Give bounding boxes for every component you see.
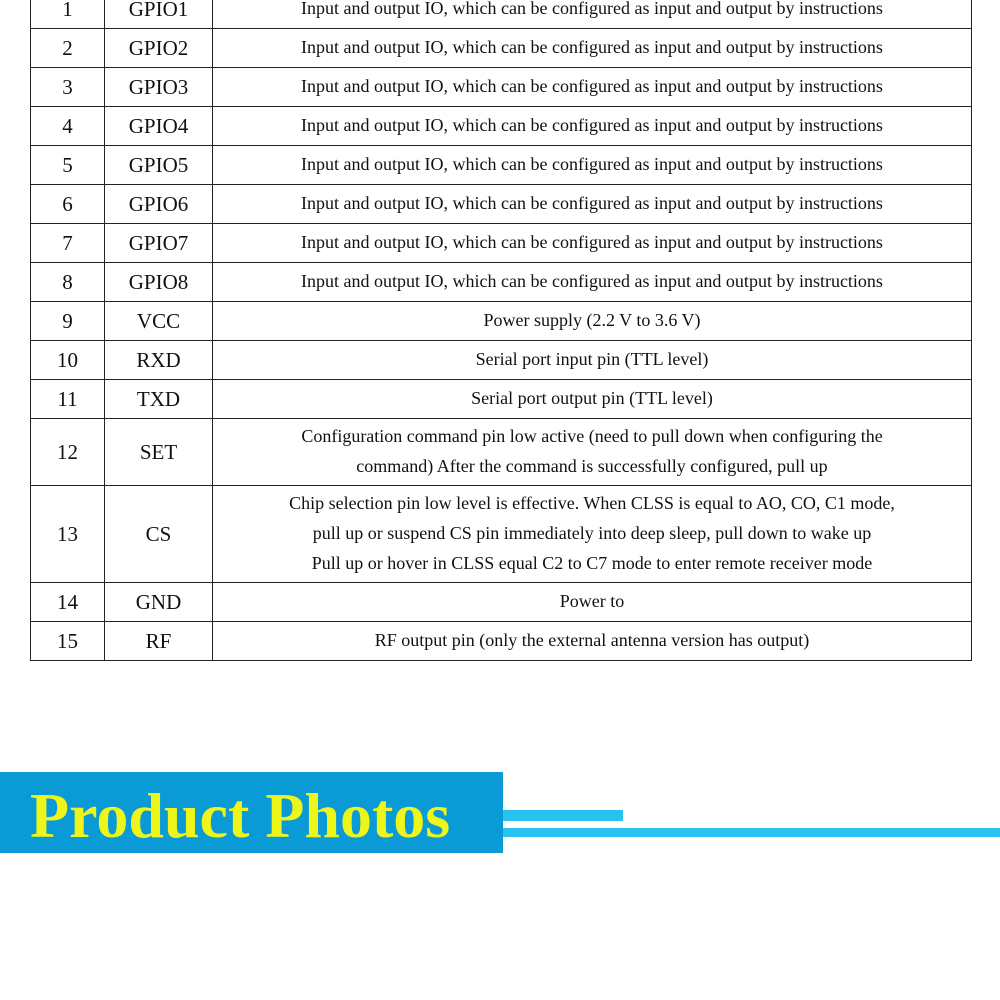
pin-description (213, 146, 972, 185)
pin-name: GPIO3 (105, 68, 213, 107)
pin-row (31, 486, 972, 583)
pin-number: 8 (31, 263, 105, 302)
pin-name: GPIO4 (105, 107, 213, 146)
pin-number: 2 (31, 29, 105, 68)
pin-description-line: Power to (559, 591, 625, 611)
pin-row (31, 341, 972, 380)
pin-row (31, 107, 972, 146)
pin-description-line: Input and output IO, which can be configured as input and output by instructions (301, 154, 883, 174)
pin-name: SET (105, 419, 213, 486)
pin-description (213, 341, 972, 380)
pin-row (31, 224, 972, 263)
pin-description-line: Input and output IO, which can be configured as input and output by instructions (301, 115, 883, 135)
pin-description-line: Power supply (2.2 V to 3.6 V) (483, 310, 701, 330)
pin-row (31, 583, 972, 622)
pin-name: RF (105, 622, 213, 661)
pin-number: 9 (31, 302, 105, 341)
pin-row (31, 29, 972, 68)
pin-number: 13 (31, 486, 105, 583)
decorative-line-long (503, 828, 1000, 837)
pin-number: 11 (31, 380, 105, 419)
pin-description (213, 185, 972, 224)
section-title: Product Photos (30, 780, 451, 851)
pin-number: 4 (31, 107, 105, 146)
pin-description-line: pull up or suspend CS pin immediately into deep sleep, pull down to wake up (312, 523, 872, 543)
pin-description-line: Input and output IO, which can be configured as input and output by instructions (301, 37, 883, 57)
pin-row (31, 146, 972, 185)
pin-number: 5 (31, 146, 105, 185)
pin-name: VCC (105, 302, 213, 341)
pin-description (213, 583, 972, 622)
pin-number: 1 (31, 0, 105, 29)
pin-description (213, 419, 972, 486)
pin-number: 15 (31, 622, 105, 661)
decorative-line-short (503, 810, 623, 821)
pin-description (213, 68, 972, 107)
pin-description-line: Chip selection pin low level is effective. When CLSS is equal to AO, CO, C1 mode, (289, 493, 895, 513)
pin-row (31, 419, 972, 486)
pin-description-line: Input and output IO, which can be configured as input and output by instructions (301, 193, 883, 213)
pin-name: GND (105, 583, 213, 622)
pin-description-line: Input and output IO, which can be configured as input and output by instructions (301, 271, 883, 291)
pin-number: 10 (31, 341, 105, 380)
pin-description-line: Serial port output pin (TTL level) (471, 388, 713, 408)
pin-row (31, 0, 972, 29)
pin-name: CS (105, 486, 213, 583)
pin-definition-table (30, 0, 972, 661)
pin-description (213, 263, 972, 302)
pin-name: GPIO6 (105, 185, 213, 224)
pin-row (31, 263, 972, 302)
pin-description (213, 380, 972, 419)
pin-description (213, 224, 972, 263)
pin-name: GPIO1 (105, 0, 213, 29)
pin-description-line: Pull up or hover in CLSS equal C2 to C7 mode to enter remote receiver mode (311, 553, 873, 573)
pin-description (213, 0, 972, 29)
pin-description-line: Input and output IO, which can be configured as input and output by instructions (301, 76, 883, 96)
pin-description-line: Configuration command pin low active (need to pull down when configuring the (301, 426, 883, 446)
pin-number: 3 (31, 68, 105, 107)
pin-number: 12 (31, 419, 105, 486)
pin-description (213, 486, 972, 583)
pin-row (31, 185, 972, 224)
pin-description (213, 302, 972, 341)
pin-name: GPIO8 (105, 263, 213, 302)
pin-description (213, 29, 972, 68)
pin-name: TXD (105, 380, 213, 419)
pin-row (31, 302, 972, 341)
pin-description-line: Input and output IO, which can be configured as input and output by instructions (301, 0, 883, 18)
pin-row (31, 380, 972, 419)
pin-description-line: Input and output IO, which can be configured as input and output by instructions (301, 232, 883, 252)
pin-row (31, 622, 972, 661)
pin-row (31, 68, 972, 107)
pin-description-line: command) After the command is successfully configured, pull up (356, 456, 828, 476)
pin-description (213, 107, 972, 146)
pin-description (213, 622, 972, 661)
pin-number: 6 (31, 185, 105, 224)
pin-table-body (31, 0, 972, 661)
pin-name: GPIO2 (105, 29, 213, 68)
pin-name: GPIO7 (105, 224, 213, 263)
pin-name: RXD (105, 341, 213, 380)
pin-number: 14 (31, 583, 105, 622)
pin-description-line: Serial port input pin (TTL level) (475, 349, 709, 369)
pin-description-line: RF output pin (only the external antenna version has output) (374, 630, 810, 650)
pin-number: 7 (31, 224, 105, 263)
pin-name: GPIO5 (105, 146, 213, 185)
